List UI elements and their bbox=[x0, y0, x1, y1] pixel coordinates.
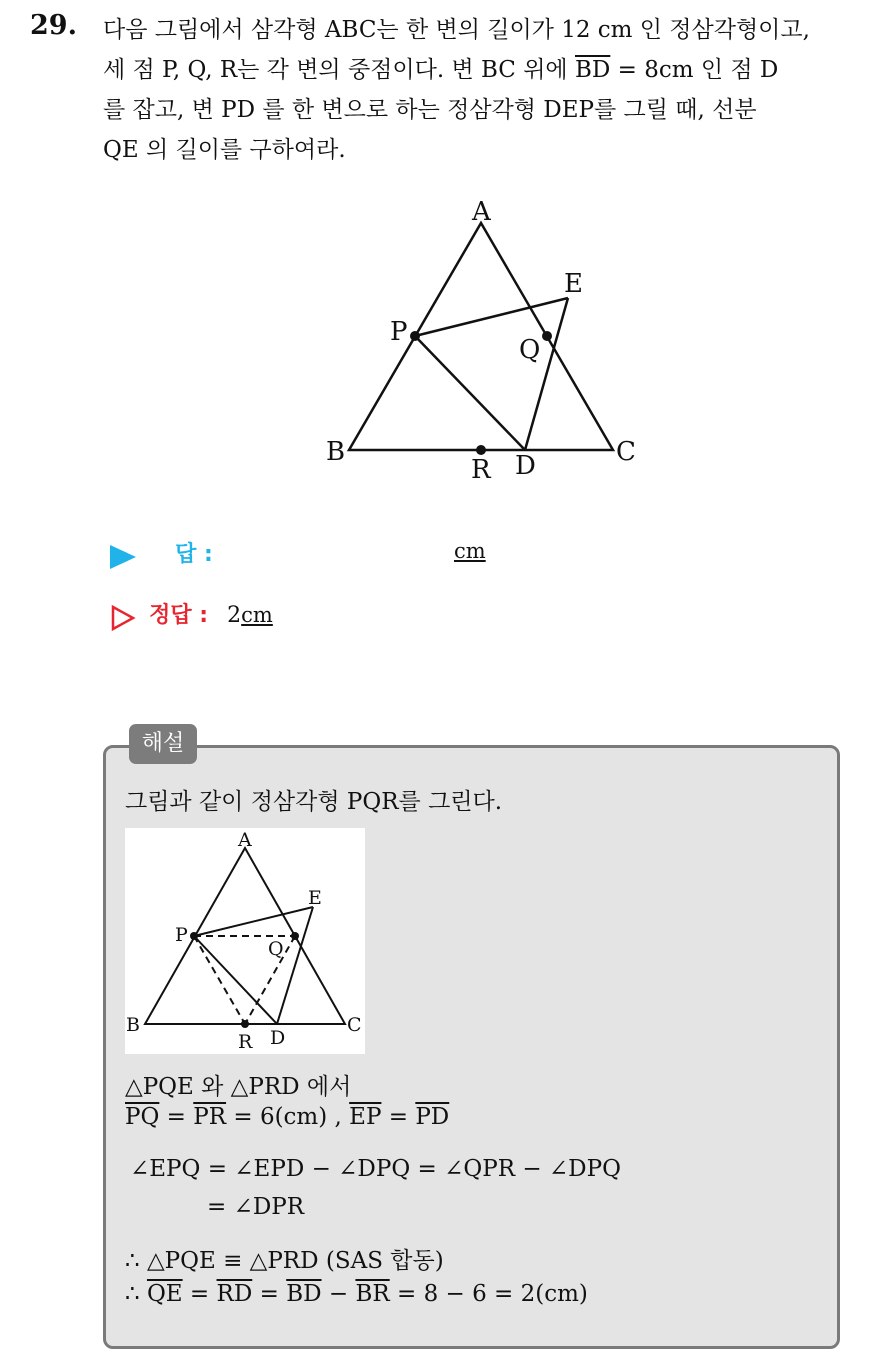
answer-label: 답 : bbox=[175, 542, 213, 567]
label-e: E bbox=[564, 269, 583, 299]
sol-label-b: B bbox=[126, 1014, 140, 1036]
label-c: C bbox=[616, 437, 636, 467]
solution-line-2: $\overline{PQ} = \overline{PR} = 6(cm)$ , $\overline{EP} = \overline{PD}$ bbox=[125, 1104, 450, 1130]
sol-label-e: E bbox=[308, 887, 322, 909]
correct-answer-label: 정답 : bbox=[149, 603, 209, 628]
solution-intro: 그림과 같이 정삼각형 PQR를 그린다. bbox=[125, 789, 503, 815]
solution-line-6: ∴ $\overline{QE} = \overline{RD} = \overline{BD} - \overline{BR} = 8 - 6 = 2(cm)$ bbox=[125, 1281, 588, 1307]
label-r: R bbox=[471, 455, 491, 485]
sol-label-r: R bbox=[238, 1031, 253, 1053]
solution-line-5: ∴ △PQE ≡ △PRD (SAS 합동) bbox=[125, 1248, 444, 1274]
sol-label-q: Q bbox=[268, 938, 284, 960]
question-line-4: QE 의 길이를 구하여라. bbox=[103, 137, 346, 163]
segment-bd: $\overline{BD}$ bbox=[574, 57, 611, 83]
sol-label-d: D bbox=[270, 1027, 286, 1049]
solution-figure bbox=[125, 828, 365, 1054]
main-triangle-figure bbox=[320, 190, 650, 490]
question-text bbox=[103, 10, 863, 170]
label-a: A bbox=[472, 197, 491, 227]
question-number: 29. bbox=[30, 10, 77, 41]
play-filled-icon bbox=[110, 545, 136, 569]
label-d: D bbox=[515, 451, 536, 481]
sol-label-c: C bbox=[347, 1014, 362, 1036]
correct-answer-row bbox=[110, 598, 273, 632]
label-b: B bbox=[326, 437, 346, 467]
correct-answer-unit: cm bbox=[241, 603, 273, 627]
sol-label-a: A bbox=[238, 829, 252, 851]
solution-tag: 해설 bbox=[129, 724, 197, 764]
sol-label-p: P bbox=[175, 924, 188, 946]
label-q: Q bbox=[519, 335, 541, 365]
correct-answer-value: 2 bbox=[227, 603, 242, 628]
answer-row bbox=[110, 537, 486, 569]
question-line-3: 를 잡고, 변 PD 를 한 변으로 하는 정삼각형 DEP를 그릴 때, 선분 bbox=[103, 97, 757, 123]
answer-unit: cm bbox=[454, 539, 486, 563]
solution-line-3: ∠EPQ = ∠EPD − ∠DPQ = ∠QPR − ∠DPQ bbox=[130, 1156, 621, 1182]
question-line-1: 다음 그림에서 삼각형 ABC는 한 변의 길이가 12 cm 인 정삼각형이고, bbox=[103, 17, 810, 43]
question-line-2: 세 점 P, Q, R는 각 변의 중점이다. 변 BC 위에 $\overline{BD} = 8cm$ 인 점 D bbox=[103, 57, 779, 83]
label-p: P bbox=[390, 317, 408, 347]
solution-line-1: △PQE 와 △PRD 에서 bbox=[125, 1074, 352, 1100]
play-outline-icon bbox=[110, 604, 136, 632]
solution-line-4: = ∠DPR bbox=[207, 1194, 305, 1220]
